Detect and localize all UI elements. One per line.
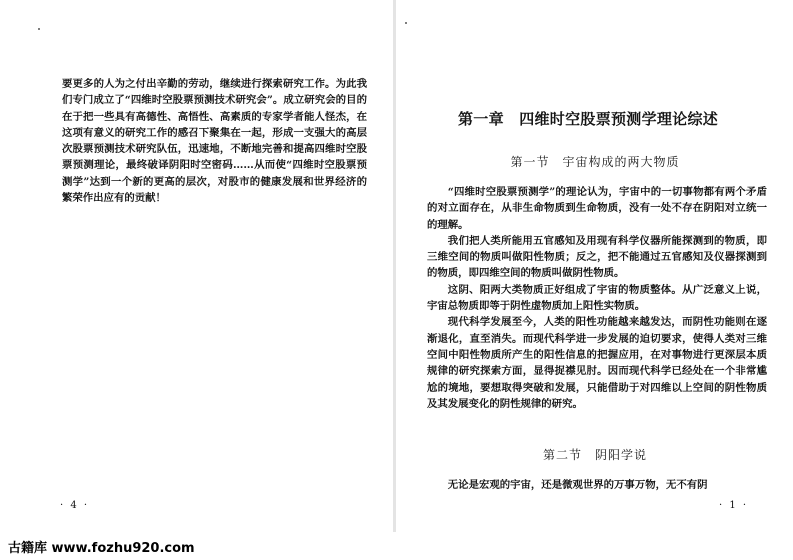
section-1-title: 第一节 宇宙构成的两大物质 [510, 155, 680, 169]
section-2-body [427, 477, 767, 493]
paragraph-1: “四维时空股票预测学”的理论认为，宇宙中的一切事物都有两个矛盾的对立面存在，从非生命物质到生命物质，没有一处不存在阴阳对立统一的理解。 [427, 186, 767, 231]
left-page-paragraph [62, 76, 367, 206]
paragraph-5: 无论是宏观的宇宙，还是微观世界的万事万物，无不有阴 [447, 479, 708, 491]
scan-speck [38, 28, 40, 30]
watermark-bar [0, 532, 793, 560]
paragraph-3: 这阴、阳两大类物质正好组成了宇宙的物质整体。从广泛意义上说，宇宙总物质即等于阴性虚物质加上阳性实物质。 [427, 283, 767, 313]
left-page-number: · 4 · [60, 500, 90, 511]
section-1-body [427, 184, 767, 412]
left-page [0, 0, 392, 532]
paragraph-2: 我们把人类所能用五官感知及用现有科学仪器所能探测到的物质，即三维空间的物质叫做阳性物质；反之，把不能通过五官感知及仪器探测到的物质，即四维空间的物质叫做阴性物质。 [427, 234, 767, 280]
right-page-number: · 1 · [719, 500, 749, 511]
right-page [397, 0, 793, 532]
book-gutter [393, 0, 396, 532]
section-2-title: 第二节 阴阳学说 [542, 448, 647, 462]
paragraph-4: 现代科学发展至今，人类的阳性功能越来越发达，而阴性功能则在逐渐退化，直至消失。而现代科学进一步发展的迫切要求，使得人类对三维空间中阳性物质所产生的阳性信息的把握应用，在对事物进行更深层本质规律的研究探索方面，显得捉襟见肘。因而现代科学已经处在一个非常尴尬的境地，要想取得突破和发展，只能借助于对四维以上空间的阴性物质及其发展变化的阴性规律的研究。 [427, 316, 767, 410]
scan-speck [405, 22, 407, 24]
watermark-text: 古籍库 www.fozhu920.com [8, 541, 195, 556]
paragraph-text: 要更多的人为之付出辛勤的劳动，继续进行探索研究工作。为此我们专门成立了“四维时空股票预测技术研究会”。成立研究会的目的在于把一些具有高德性、高悟性、高素质的专家学者能人怪杰，在这项有意义的研究工作的感召下聚集在一起，形成一支强大的高层次股票预测技术研究队伍，迅速地，不断地完善和提高四维时空股票预测理论，最终破译阴阳时空密码……从而使“四维时空股票预测学”达到一个新的更高的层次，对股市的健康发展和世界经济的繁荣作出应有的贡献！ [62, 78, 367, 205]
chapter-title: 第一章 四维时空股票预测学理论综述 [458, 110, 719, 128]
